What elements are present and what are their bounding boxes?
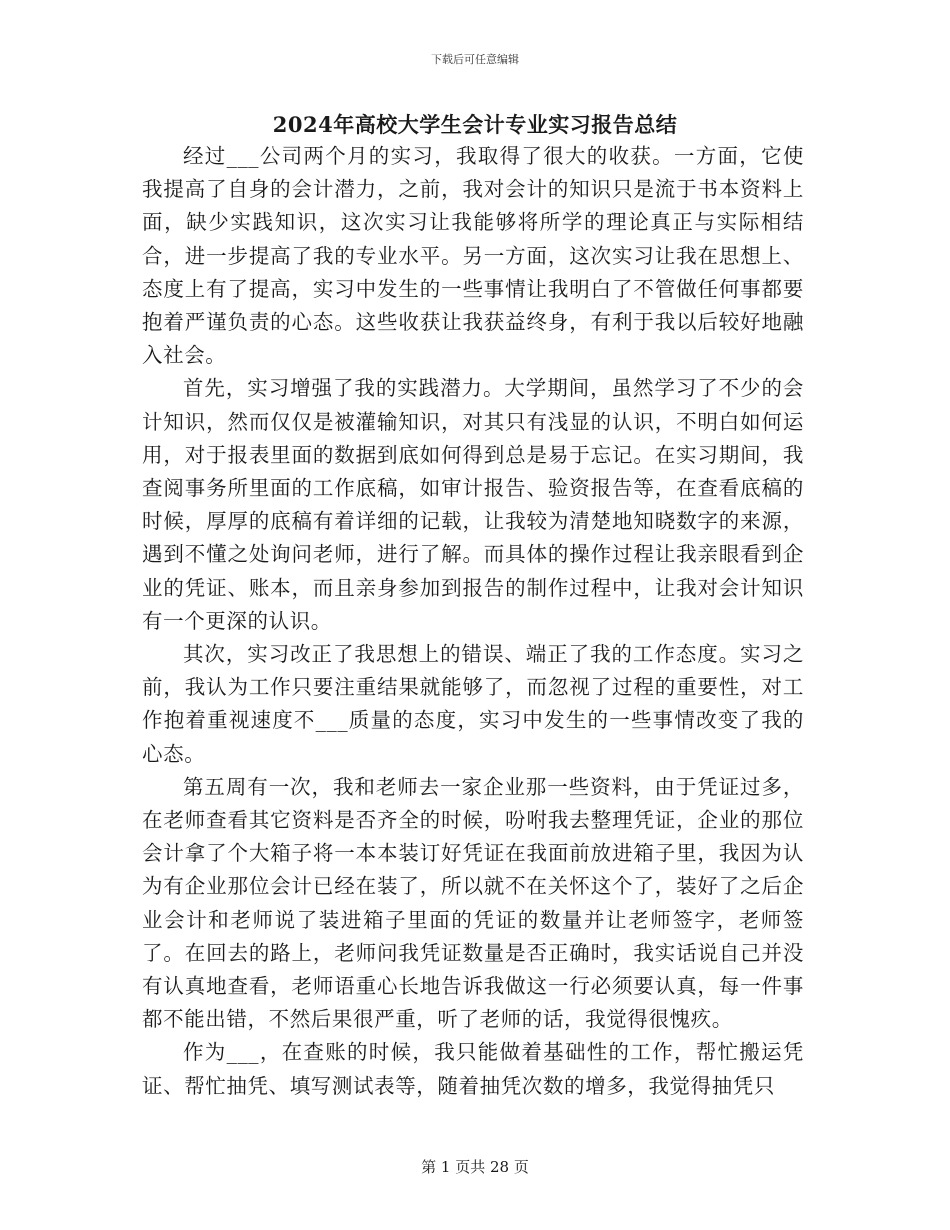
paragraph-5: 作为___，在查账的时候，我只能做着基础性的工作，帮忙搬运凭证、帮忙抽凭、填写测试表等，随着抽凭次数的增多，我觉得抽凭只 xyxy=(142,1040,804,1098)
document-title: 2024年高校大学生会计专业实习报告总结 xyxy=(272,112,678,137)
paragraph-1: 经过___公司两个月的实习，我取得了很大的收获。一方面，它使我提高了自身的会计潜力，之前，我对会计的知识只是流于书本资料上面，缺少实践知识，这次实习让我能够将所学的理论真正与实际相结合，进一步提高了我的专业水平。另一方面，这次实习让我在思想上、态度上有了提高，实习中发生的一些事情让我明白了不管做任何事都要抱着严谨负责的心态。这些收获让我获益终身，有利于我以后较好地融入社会。 xyxy=(142,144,804,368)
page-header-note: 下载后可任意编辑 xyxy=(431,53,519,66)
paragraph-2: 首先，实习增强了我的实践潜力。大学期间，虽然学习了不少的会计知识，然而仅仅是被灌输知识，对其只有浅显的认识，不明白如何运用，对于报表里面的数据到底如何得到总是易于忘记。在实习期间，我查阅事务所里面的工作底稿，如审计报告、验资报告等，在查看底稿的时候，厚厚的底稿有着详细的记载，让我较为清楚地知晓数字的来源，遇到不懂之处询问老师，进行了解。而具体的操作过程让我亲眼看到企业的凭证、账本，而且亲身参加到报告的制作过程中，让我对会计知识有一个更深的认识。 xyxy=(142,376,804,633)
paragraph-3: 其次，实习改正了我思想上的错误、端正了我的工作态度。实习之前，我认为工作只要注重结果就能够了，而忽视了过程的重要性，对工作抱着重视速度不___质量的态度，实习中发生的一些事情改变了我的心态。 xyxy=(142,642,804,766)
document-body xyxy=(142,140,804,1103)
paragraph-4: 第五周有一次，我和老师去一家企业那一些资料，由于凭证过多，在老师查看其它资料是否齐全的时候，吩咐我去整理凭证，企业的那位会计拿了个大箱子将一本本装订好凭证在我面前放进箱子里，我因为认为有企业那位会计已经在装了，所以就不在关怀这个了，装好了之后企业会计和老师说了装进箱子里面的凭证的数量并让老师签字，老师签了。在回去的路上，老师问我凭证数量是否正确时，我实话说自己并没有认真地查看，老师语重心长地告诉我做这一行必须要认真，每一件事都不能出错，不然后果很严重，听了老师的话，我觉得很愧疚。 xyxy=(142,774,804,1032)
page-number-footer: 第 1 页共 28 页 xyxy=(421,1158,529,1176)
